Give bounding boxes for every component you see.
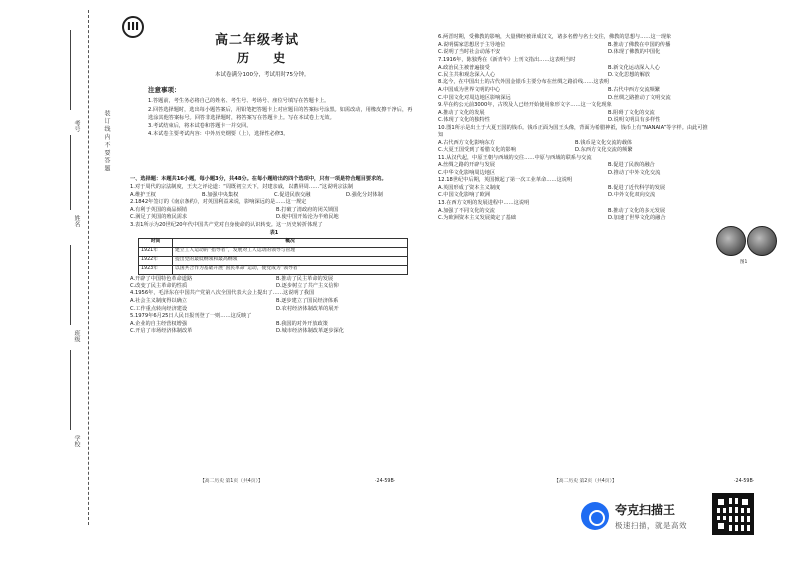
option-d[interactable]: D.东西方文化交流的频繁: [575, 147, 633, 154]
question-2-options: [130, 207, 418, 222]
option-a[interactable]: A.维护王权: [130, 191, 156, 198]
option-b[interactable]: B.古代中西方交流频繁: [608, 87, 660, 94]
seal-line: [88, 10, 89, 525]
option-a[interactable]: A.推动了文化的发展: [438, 109, 485, 116]
table-cell: 提出党的最低纲领和最高纲领: [173, 256, 408, 265]
instructions-heading: 注意事项：: [148, 86, 181, 94]
option-b[interactable]: B.推动了文化的多元发展: [608, 207, 666, 214]
option-b[interactable]: B.加强中央集权: [202, 191, 239, 198]
table-row: [139, 247, 408, 256]
page-footer: 【高二历史 第2页（共4页）】: [554, 479, 617, 485]
question-10: 10.图1所示是出土于大夏王国的钱币。钱币正面为国王头像，背面为希腊神祇，钱币上有“NANAIA”等字样。由此可推知: [438, 124, 708, 138]
class-field[interactable]: [70, 245, 71, 325]
exam-title: 高二年级考试: [215, 33, 300, 48]
option-d[interactable]: D.说明文明具有多样性: [608, 117, 661, 124]
question-5: 5.1979年6月25日人民日报刊登了一则……这反映了: [130, 313, 252, 320]
option-c[interactable]: C.中国文化影响了欧洲: [438, 192, 490, 199]
scanner-name: 夸克扫描王: [615, 503, 676, 517]
school-label: 学校: [73, 435, 80, 447]
option-d[interactable]: D.加速了世界文化的融合: [608, 215, 666, 221]
instruction-item: 1.答题前，考生务必将自己的姓名、考生号、考场号、座位号填写在答题卡上。: [148, 98, 330, 105]
option-d[interactable]: D.体现了佛教的中国化: [608, 49, 661, 56]
instructions: [148, 86, 413, 139]
qr-corner: [739, 496, 751, 508]
option-c[interactable]: C.开启了市场经济体制改革: [130, 328, 193, 335]
name-field[interactable]: [70, 135, 71, 210]
seal-text: 装 订 线 内 不 要 答 题: [103, 110, 110, 172]
question-list-right: [438, 34, 774, 222]
exam-subject: 历 史: [237, 51, 296, 65]
option-b[interactable]: B.我国的对外开放政策: [276, 320, 328, 327]
qr-code-icon[interactable]: [712, 493, 754, 535]
section-heading: 一、选择题：本题共16小题，每小题3分，共48分。在每小题给出的四个选项中，只有一项是符合题目要求的。: [130, 176, 387, 182]
question-9-options: [438, 110, 774, 125]
history-table: [138, 238, 408, 275]
question-7-options: [438, 65, 774, 80]
scanner-logo-icon: [581, 502, 609, 530]
question-list-left: [130, 176, 418, 336]
option-c[interactable]: C.民主共和观念深入人心: [438, 71, 496, 78]
question-9: 9.早在约公元前3000年，古埃及人已经开始使用象形文字……这一文化现象: [438, 101, 612, 108]
option-b[interactable]: B.阻碍了文化的交流: [608, 109, 655, 116]
table-cell: 1921年: [139, 247, 173, 256]
option-a[interactable]: A.企业的自主经营权增强: [130, 320, 187, 327]
table-cell: 以国共合作为基础开展“国民革命”运动，使党成为“领导者”: [173, 265, 408, 274]
option-b[interactable]: B.促进了民族的融合: [608, 162, 655, 169]
option-b[interactable]: B.推动了佛教在中国的传播: [608, 41, 671, 48]
option-d[interactable]: D.使中国开始沦为半殖民地: [276, 214, 339, 221]
option-c[interactable]: C.为欧洲资本主义发展奠定了基础: [438, 215, 516, 221]
question-10-options: [438, 140, 708, 155]
page-one: [120, 8, 420, 485]
table-cell: 1922年: [139, 256, 173, 265]
instruction-item: 3.考试结束后，将本试卷和答题卡一并交回。: [148, 123, 252, 130]
option-a[interactable]: A.开辟了中国特色革命道路: [130, 275, 193, 282]
score-note: 本试卷满分100分，考试用时75分钟。: [215, 72, 310, 78]
coin-back-image: [747, 226, 777, 256]
table-cell: 建立工人运动的“指导者”，发展对工人运动的领导与管理: [173, 247, 408, 256]
option-c[interactable]: C.中华文化影响周边地区: [438, 169, 496, 176]
school-field[interactable]: [70, 350, 71, 430]
option-c[interactable]: C.工作重点转向经济建设: [130, 305, 188, 312]
option-b[interactable]: B.打破了清政府的闭关锁国: [276, 207, 339, 213]
option-d[interactable]: D.城市经济体制改革逐步深化: [276, 328, 344, 335]
qr-corner: [715, 496, 727, 508]
option-b[interactable]: B.促进了近代科学的发展: [608, 185, 666, 191]
name-label: 姓名: [73, 215, 80, 227]
question-7: 7.1916年，陈独秀在《新青年》上刊文指出……这表明当时: [438, 56, 576, 63]
option-a[interactable]: A.社会主义制度得以确立: [130, 298, 187, 305]
option-b[interactable]: B.钱币是文化交流的载体: [575, 139, 633, 146]
qr-corner: [715, 520, 727, 532]
option-a[interactable]: A.加强了不同文化的交流: [438, 207, 495, 214]
option-a[interactable]: A.丝绸之路的开辟与发展: [438, 162, 495, 169]
option-b[interactable]: B.推动了民主革命的发展: [276, 275, 334, 282]
question-8-options: [438, 87, 774, 102]
page-two: [434, 8, 779, 485]
scanner-slogan: 极速扫描，就是高效: [615, 521, 687, 530]
instruction-item: 2.回答选择题时，选出每小题答案后，用铅笔把答题卡上对应题目的答案标号涂黑。如需改动，用橡皮擦干净后，再选涂其他答案标号。回答非选择题时，将答案写在答题卡上。写在本试卷上无效。: [148, 106, 413, 121]
option-b[interactable]: B.新文化运动深入人心: [608, 64, 660, 71]
class-label: 班级: [73, 330, 80, 342]
table-cell: 1923年: [139, 265, 173, 274]
option-a[interactable]: A.古代西方文化影响东方: [438, 139, 495, 146]
option-c[interactable]: C.体现了文化的独特性: [438, 117, 490, 124]
option-d[interactable]: D.丝绸之路推动了文明交流: [608, 94, 671, 101]
question-4: 4.1956年，毛泽东在中国共产党第八次全国代表大会上提出了……这说明了我国: [130, 290, 315, 297]
option-a[interactable]: A.中国成为世界文明的中心: [438, 87, 501, 94]
option-a[interactable]: A.政治民主被普遍接受: [438, 64, 490, 71]
figure-caption: 图1: [740, 260, 748, 265]
question-6-options: [438, 42, 774, 57]
option-a[interactable]: A.英国形成了资本主义制度: [438, 185, 501, 191]
question-3: 3.表1所示为20世纪20年代中国共产党对自身使命的认识转变。这一历史转折体现了: [130, 221, 323, 228]
option-d[interactable]: D.逐步树立了共产主义信仰: [276, 283, 339, 290]
option-d[interactable]: D.中外文化双向交流: [608, 192, 656, 199]
option-a[interactable]: A.有利于英国的商品倾销: [130, 207, 187, 213]
binding-strip: [6, 10, 116, 525]
question-10-block: [438, 125, 708, 155]
page-footer: 【高二历史 第1页（共4页）】: [200, 479, 263, 485]
option-b[interactable]: B.逐步建立了国民经济体系: [276, 298, 339, 305]
option-c[interactable]: C.大夏王国受到了希腊文化的影响: [438, 147, 516, 154]
table-row: [139, 256, 408, 265]
seat-field[interactable]: [70, 30, 71, 110]
option-d[interactable]: D.推动了中外文化交流: [608, 169, 661, 176]
table-row: [139, 265, 408, 274]
question-11: 11.从汉代起，中原王朝与西域的交往……中原与西域的联系与交流: [438, 154, 592, 161]
option-d[interactable]: D.农村经济体制改革的展开: [276, 305, 339, 312]
question-12-options: [438, 185, 774, 200]
question-3-options: [130, 276, 418, 291]
table-header-row: [139, 238, 408, 247]
exam-logo-icon: III: [122, 16, 144, 38]
question-13: 13.在西方文明的发展进程中……这说明: [438, 199, 530, 206]
page-code: ·24-59B·: [734, 479, 755, 485]
question-11-options: [438, 162, 774, 177]
question-5-options: [130, 321, 418, 336]
page-code: ·24-59B·: [375, 479, 396, 485]
seat-label: 考号: [73, 120, 80, 132]
option-a[interactable]: A.说明儒家思想居于主导地位: [438, 41, 506, 48]
question-4-options: [130, 298, 418, 313]
question-8: 8.迄今，在中国出土的古代外国金银币主要分布在丝绸之路沿线……这表明: [438, 79, 609, 86]
question-2: 2.1842年签订的《南京条约》，对英国利益来说，影响深远的是……这一规定: [130, 199, 307, 206]
option-c[interactable]: C.说明了当时社会动荡不安: [438, 49, 501, 56]
option-c[interactable]: C.满足了英国的殖民需求: [130, 214, 188, 221]
question-13-options: [438, 208, 774, 223]
table-caption: 表1: [269, 229, 279, 236]
column-header: 时间: [139, 238, 173, 247]
option-d[interactable]: D.文化思想的解放: [608, 71, 650, 78]
question-1: 1.对于周代的宗法制度，王夫之评论道：“周既初立天下，封建亲戚，以蕃屏周……”这说明宗法制: [130, 183, 354, 190]
option-c[interactable]: C.改变了民主革命的性质: [130, 283, 188, 290]
option-c[interactable]: C.中国文化对周边地区影响深远: [438, 94, 511, 101]
column-header: 概况: [173, 238, 408, 247]
question-6: 6.两晋时期，受佛教的影响，大量佛经被译成汉文，诸多名僧与名士交往，佛教的思想与……这一现象: [438, 34, 672, 40]
scanner-watermark: [581, 498, 711, 538]
coin-front-image: [716, 226, 746, 256]
question-12: 12.18世纪中后期，英国掀起了第一次工业革命……这说明: [438, 177, 573, 184]
option-d[interactable]: D.强化分封体制: [346, 191, 383, 198]
instruction-item: 4.本试卷主要考试内容：中外历史纲要（上），选择性必修3。: [148, 131, 289, 138]
option-c[interactable]: C.促进民族交融: [274, 191, 311, 198]
